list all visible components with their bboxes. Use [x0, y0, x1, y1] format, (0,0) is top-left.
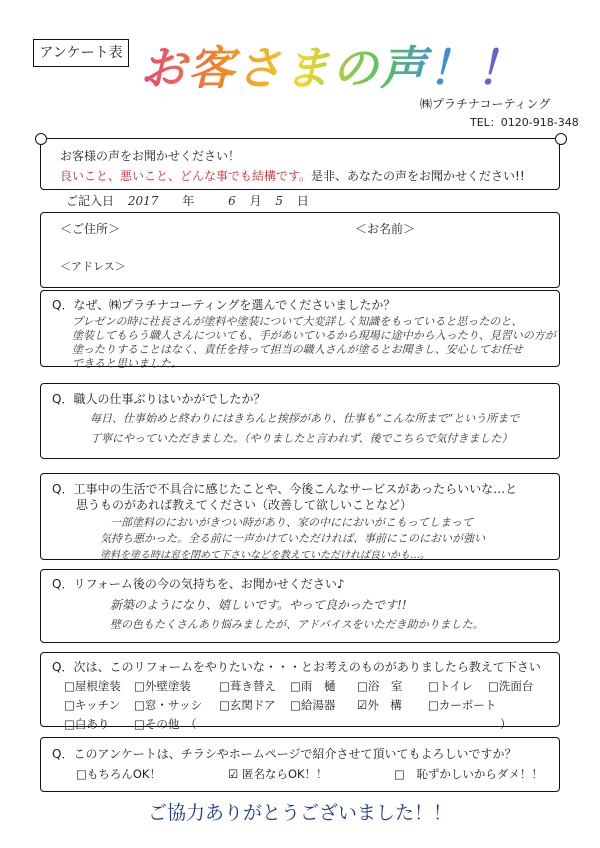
question-6: Q．このアンケートは、チラシやホームページで紹介させて頂いてもよろしいですか？ [52, 747, 517, 761]
answer-3-line-1[interactable]: 一部塗料のにおいがきつい時があり、家の中ににおいがこもってしまって [110, 516, 473, 529]
intro-line-1: お客様の声をお聞かせください！ [60, 149, 241, 163]
date-month-unit: 月 [249, 194, 262, 208]
question-3-line-1: Q．工事中の生活で不具合に感じたことや、今後こんなサービスがあったらいいな…と [52, 482, 518, 496]
date-row [66, 192, 309, 209]
company-name: ㈱プラチナコーティング [420, 97, 551, 111]
checkbox-toilet[interactable]: □トイレ [428, 679, 473, 693]
question-2: Q．職人の仕事ぶりはいかがでしたか？ [52, 392, 266, 406]
answer-1-line-1[interactable]: プレゼンの時に社長さんが塗料や塗装について大変詳しく知識をもっていると思ったのと、 [72, 315, 523, 328]
question-3-line-2: 思うものがあれば教えてください（改善して欲しいことなど） [76, 498, 413, 512]
checkbox-water-heater[interactable]: □給湯器 [290, 698, 336, 712]
intro-emphasis: 良いこと、悪いこと、どんな事でも結構です。 [60, 169, 312, 183]
answer-1-line-4[interactable]: できると思いました。 [72, 357, 182, 370]
intro-rest: 是非、あなたの声をお聞かせください!! [311, 169, 525, 183]
checkbox-termites[interactable]: □白あり [64, 717, 110, 731]
checkbox-wall-painting[interactable]: □外壁塗装 [134, 679, 191, 693]
scroll-curl-left [35, 133, 47, 145]
answer-4-line-2[interactable]: 壁の色もたくさんあり悩みましたが、アドバイスをいただき助かりました。 [110, 618, 484, 631]
other-close-paren: ） [500, 717, 512, 731]
date-year-unit: 年 [182, 194, 195, 208]
question-4: Q．リフォーム後の今の気持ちを、お聞かせください♪ [52, 577, 345, 591]
date-day[interactable]: 5 [275, 194, 284, 208]
checkbox-reroofing[interactable]: □葺き替え [219, 679, 276, 693]
checkbox-window-sash[interactable]: □窓・サッシ [134, 698, 203, 712]
option-ok[interactable]: □もちろんOK！ [76, 767, 161, 781]
address-label: ＜ご住所＞ [60, 222, 121, 236]
answer-4-line-1[interactable]: 新築のようになり、嬉しいです。やって良かったです!! [110, 598, 407, 612]
checkbox-kitchen[interactable]: □キッチン [64, 698, 121, 712]
date-day-unit: 日 [296, 194, 309, 208]
answer-1-line-2[interactable]: 塗装してもらう職人さんについても、手があいているから現場に途中から入ったり、見習いの方が [72, 329, 556, 342]
checkbox-carport[interactable]: □カーポート [428, 698, 497, 712]
answer-3-line-3[interactable]: 塗料を塗る時は窓を閉めて下さいなどを教えていただければ良いかも…。 [100, 550, 430, 561]
answer-2-line-1[interactable]: 毎日、仕事始めと終わりにはきちんと挨拶があり、仕事も“こんな所まで”という所まで [90, 412, 520, 425]
checkbox-other[interactable]: □その他 （ [134, 717, 197, 731]
page-title: お客さまの声！！ [140, 32, 524, 98]
date-label: ご記入日 [66, 194, 115, 208]
checkbox-gutter[interactable]: □雨 樋 [290, 679, 336, 693]
checkbox-roof-painting[interactable]: □屋根塗装 [64, 679, 121, 693]
date-month[interactable]: 6 [228, 194, 236, 208]
question-5: Q．次は、このリフォームをやりたいな・・・とお考えのものがありましたら教えて下さい [52, 660, 541, 674]
email-label: ＜アドレス＞ [60, 260, 126, 273]
checkbox-washstand[interactable]: □洗面台 [488, 679, 534, 693]
option-anonymous-ok[interactable]: ☑ 匿名ならOK！！ [228, 767, 328, 781]
checkbox-bathroom[interactable]: □浴 室 [357, 679, 403, 693]
intro-line-2 [60, 167, 525, 184]
phone-number: TEL：0120-918-348 [470, 116, 579, 129]
checkbox-exterior[interactable]: ☑外 構 [357, 698, 402, 712]
scroll-curl-right [555, 133, 567, 145]
answer-2-line-2[interactable]: 丁寧にやっていただきました。（やりましたと言われず、後でこちらで気付きました） [90, 432, 513, 445]
question-1: Q．なぜ、㈱プラチナコーティングを選んでくださいましたか？ [52, 298, 396, 312]
checkbox-front-door[interactable]: □玄関ドア [219, 698, 276, 712]
date-year[interactable]: 2017 [127, 194, 159, 208]
survey-tag: アンケート表 [33, 39, 129, 67]
option-no[interactable]: □ 恥ずかしいからダメ！！ [394, 767, 543, 781]
name-label: ＜お名前＞ [355, 222, 416, 236]
thanks-message: ご協力ありがとうございました！！ [147, 802, 452, 824]
answer-3-line-2[interactable]: 気持ち悪かった。全る前に一声かけていただければ、事前にこのにおいが強い [100, 532, 485, 545]
answer-1-line-3[interactable]: 塗ったりすることはなく、責任を持って担当の職人さんが塗るとお聞きし、安心してお任せ [72, 343, 523, 356]
